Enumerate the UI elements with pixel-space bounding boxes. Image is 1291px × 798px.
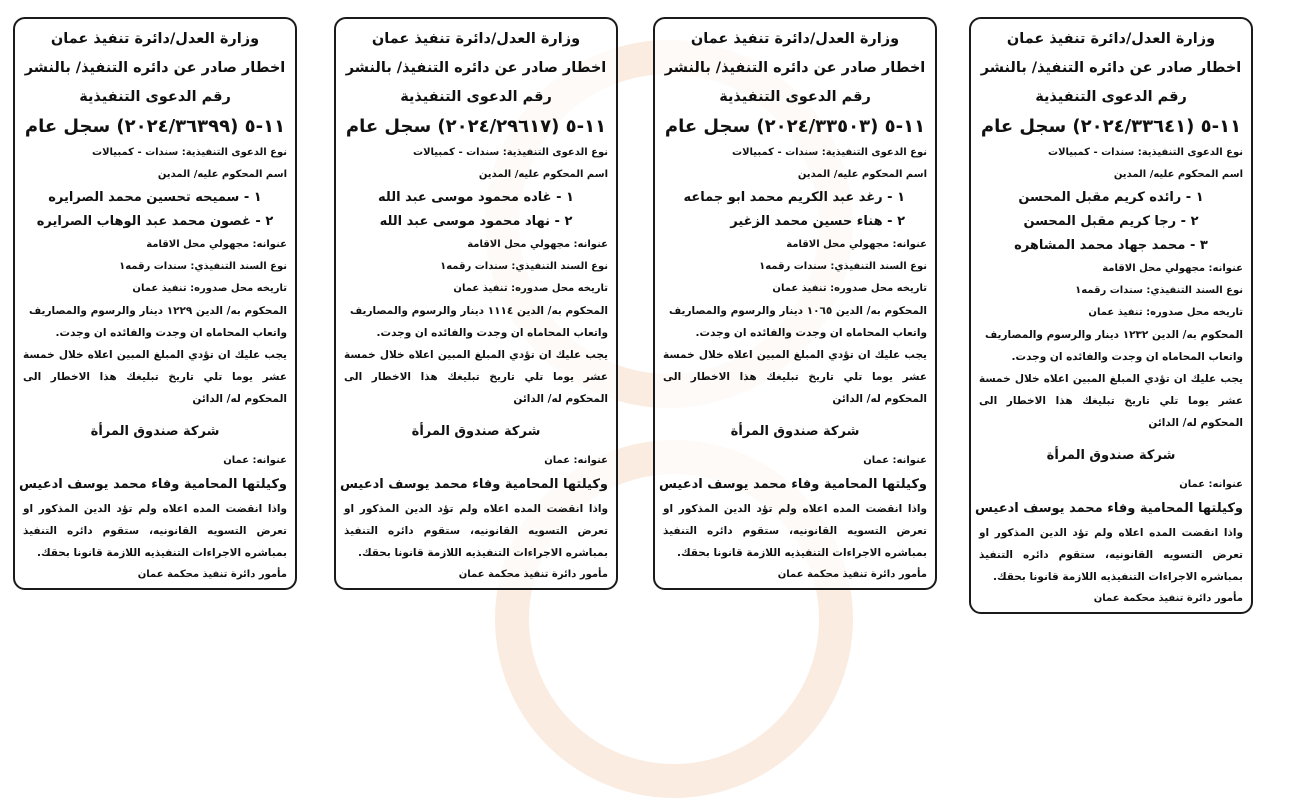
debtor-list <box>663 186 927 234</box>
document-type: نوع السند التنفيذي: سندات رقمه١ <box>1075 285 1243 296</box>
case-number-label: رقم الدعوى التنفيذية <box>79 89 231 105</box>
footer-signature: مأمور دائرة تنفيذ محكمة عمان <box>137 569 287 580</box>
creditor-name: شركة صندوق المرأة <box>411 424 541 439</box>
interest-line: واتعاب المحاماه ان وجدت والفائده ان وجدت. <box>55 327 287 339</box>
debtor-address: عنوانه: مجهولي محل الاقامة <box>786 239 927 250</box>
notice-card-3 <box>653 17 937 590</box>
creditor-name: شركة صندوق المرأة <box>90 424 220 439</box>
notice-title: اخطار صادر عن دائره التنفيذ/ بالنشر <box>664 60 926 76</box>
debtor-name: ٣ - محمد جهاد محمد المشاهره <box>1014 238 1208 253</box>
case-number-label: رقم الدعوى التنفيذية <box>400 89 552 105</box>
amount-line: المحكوم به/ الدين ١٢٢٩ دينار والرسوم والمصاريف <box>29 305 287 317</box>
notice-title: اخطار صادر عن دائره التنفيذ/ بالنشر <box>345 60 607 76</box>
footer-signature: مأمور دائرة تنفيذ محكمة عمان <box>1093 593 1243 604</box>
creditor-agent: وكيلتها المحامية وفاء محمد يوسف ادعيس <box>340 477 608 492</box>
creditor-name: شركة صندوق المرأة <box>1046 448 1176 463</box>
ministry-title: وزارة العدل/دائرة تنفيذ عمان <box>690 31 900 47</box>
warning-text: واذا انقضت المده اعلاه ولم تؤد الدين المذكور او تعرض التسويه القانونيه، ستقوم دائره التنفيذ بمباشره الاجراءات التنفيذيه اللازمة قانونا بحقك. <box>344 503 608 559</box>
ministry-title: وزارة العدل/دائرة تنفيذ عمان <box>50 31 260 47</box>
amount-line: المحكوم به/ الدين ١١١٤ دينار والرسوم والمصاريف <box>350 305 608 317</box>
document-type: نوع السند التنفيذي: سندات رقمه١ <box>440 261 608 272</box>
debtor-name: ١ - رغد عبد الكريم محمد ابو جماعه <box>683 190 905 205</box>
creditor-agent: وكيلتها المحامية وفاء محمد يوسف ادعيس <box>19 477 287 492</box>
case-number-label: رقم الدعوى التنفيذية <box>1035 89 1187 105</box>
debtor-list <box>979 186 1243 258</box>
amount-line: المحكوم به/ الدين ١٢٣٢ دينار والرسوم والمصاريف <box>985 329 1243 341</box>
debtor-name: ٢ - نهاد محمود موسى عبد الله <box>379 214 573 229</box>
debtor-name: ١ - رائده كريم مقبل المحسن <box>1018 190 1204 205</box>
creditor-address: عنوانه: عمان <box>544 455 608 466</box>
case-type: نوع الدعوى التنفيذية: سندات - كمبيالات <box>1048 147 1243 158</box>
document-type: نوع السند التنفيذي: سندات رقمه١ <box>759 261 927 272</box>
warning-text: واذا انقضت المده اعلاه ولم تؤد الدين المذكور او تعرض التسويه القانونيه، ستقوم دائره التنفيذ بمباشره الاجراءات التنفيذيه اللازمة قانونا بحقك. <box>663 503 927 559</box>
obligation-text: يجب عليك ان تؤدي المبلغ المبين اعلاه خلال خمسة عشر يوما تلي تاريخ تبليغك هذا الاخطار الى المحكوم له/ الدائن <box>344 349 608 405</box>
debtor-label: اسم المحكوم عليه/ المدين <box>157 169 287 180</box>
debtor-name: ١ - سميحه تحسين محمد الصرايره <box>48 190 262 205</box>
creditor-agent: وكيلتها المحامية وفاء محمد يوسف ادعيس <box>659 477 927 492</box>
creditor-address: عنوانه: عمان <box>863 455 927 466</box>
debtor-name: ٢ - هناء حسين محمد الزغير <box>730 214 905 229</box>
case-number: ١١-٥ (٢٠٢٤/٣٦٣٩٩) سجل عام <box>24 116 286 137</box>
interest-line: واتعاب المحاماه ان وجدت والفائده ان وجدت. <box>1011 351 1243 363</box>
debtor-address: عنوانه: مجهولي محل الاقامة <box>467 239 608 250</box>
notice-title: اخطار صادر عن دائره التنفيذ/ بالنشر <box>24 60 286 76</box>
creditor-address: عنوانه: عمان <box>1179 479 1243 490</box>
creditor-address: عنوانه: عمان <box>223 455 287 466</box>
debtor-name: ١ - غاده محمود موسى عبد الله <box>378 190 574 205</box>
amount-line: المحكوم به/ الدين ١٠٦٥ دينار والرسوم والمصاريف <box>669 305 927 317</box>
notice-card-4 <box>969 17 1253 614</box>
case-type: نوع الدعوى التنفيذية: سندات - كمبيالات <box>732 147 927 158</box>
obligation-text: يجب عليك ان تؤدي المبلغ المبين اعلاه خلال خمسة عشر يوما تلي تاريخ تبليغك هذا الاخطار الى المحكوم له/ الدائن <box>979 373 1243 429</box>
creditor-agent: وكيلتها المحامية وفاء محمد يوسف ادعيس <box>975 501 1243 516</box>
debtor-address: عنوانه: مجهولي محل الاقامة <box>1102 263 1243 274</box>
document-date: تاريخه محل صدوره: تنفيذ عمان <box>772 283 927 294</box>
creditor-name: شركة صندوق المرأة <box>730 424 860 439</box>
notice-card-2 <box>334 17 618 590</box>
warning-text: واذا انقضت المده اعلاه ولم تؤد الدين المذكور او تعرض التسويه القانونيه، ستقوم دائره التنفيذ بمباشره الاجراءات التنفيذيه اللازمة قانونا بحقك. <box>23 503 287 559</box>
debtor-name: ٢ - غصون محمد عبد الوهاب الصرايره <box>36 214 274 229</box>
obligation-text: يجب عليك ان تؤدي المبلغ المبين اعلاه خلال خمسة عشر يوما تلي تاريخ تبليغك هذا الاخطار الى المحكوم له/ الدائن <box>663 349 927 405</box>
ministry-title: وزارة العدل/دائرة تنفيذ عمان <box>371 31 581 47</box>
case-number-label: رقم الدعوى التنفيذية <box>719 89 871 105</box>
notice-title: اخطار صادر عن دائره التنفيذ/ بالنشر <box>980 60 1242 76</box>
obligation-text: يجب عليك ان تؤدي المبلغ المبين اعلاه خلال خمسة عشر يوما تلي تاريخ تبليغك هذا الاخطار الى المحكوم له/ الدائن <box>23 349 287 405</box>
document-date: تاريخه محل صدوره: تنفيذ عمان <box>132 283 287 294</box>
debtor-address: عنوانه: مجهولي محل الاقامة <box>146 239 287 250</box>
case-number: ١١-٥ (٢٠٢٤/٢٩٦١٧) سجل عام <box>345 116 607 137</box>
interest-line: واتعاب المحاماه ان وجدت والفائده ان وجدت. <box>695 327 927 339</box>
debtor-label: اسم المحكوم عليه/ المدين <box>478 169 608 180</box>
case-number: ١١-٥ (٢٠٢٤/٣٣٦٤١) سجل عام <box>980 116 1242 137</box>
notice-card-1 <box>13 17 297 590</box>
ministry-title: وزارة العدل/دائرة تنفيذ عمان <box>1006 31 1216 47</box>
debtor-label: اسم المحكوم عليه/ المدين <box>1113 169 1243 180</box>
debtor-label: اسم المحكوم عليه/ المدين <box>797 169 927 180</box>
document-type: نوع السند التنفيذي: سندات رقمه١ <box>119 261 287 272</box>
warning-text: واذا انقضت المده اعلاه ولم تؤد الدين المذكور او تعرض التسويه القانونيه، ستقوم دائره التنفيذ بمباشره الاجراءات التنفيذيه اللازمة قانونا بحقك. <box>979 527 1243 583</box>
case-number: ١١-٥ (٢٠٢٤/٣٣٥٠٣) سجل عام <box>664 116 926 137</box>
footer-signature: مأمور دائرة تنفيذ محكمة عمان <box>777 569 927 580</box>
debtor-list <box>344 186 608 234</box>
case-type: نوع الدعوى التنفيذية: سندات - كمبيالات <box>92 147 287 158</box>
debtor-name: ٢ - رجا كريم مقبل المحسن <box>1023 214 1199 229</box>
debtor-list <box>23 186 287 234</box>
interest-line: واتعاب المحاماه ان وجدت والفائده ان وجدت. <box>376 327 608 339</box>
case-type: نوع الدعوى التنفيذية: سندات - كمبيالات <box>413 147 608 158</box>
footer-signature: مأمور دائرة تنفيذ محكمة عمان <box>458 569 608 580</box>
document-date: تاريخه محل صدوره: تنفيذ عمان <box>453 283 608 294</box>
document-date: تاريخه محل صدوره: تنفيذ عمان <box>1088 307 1243 318</box>
